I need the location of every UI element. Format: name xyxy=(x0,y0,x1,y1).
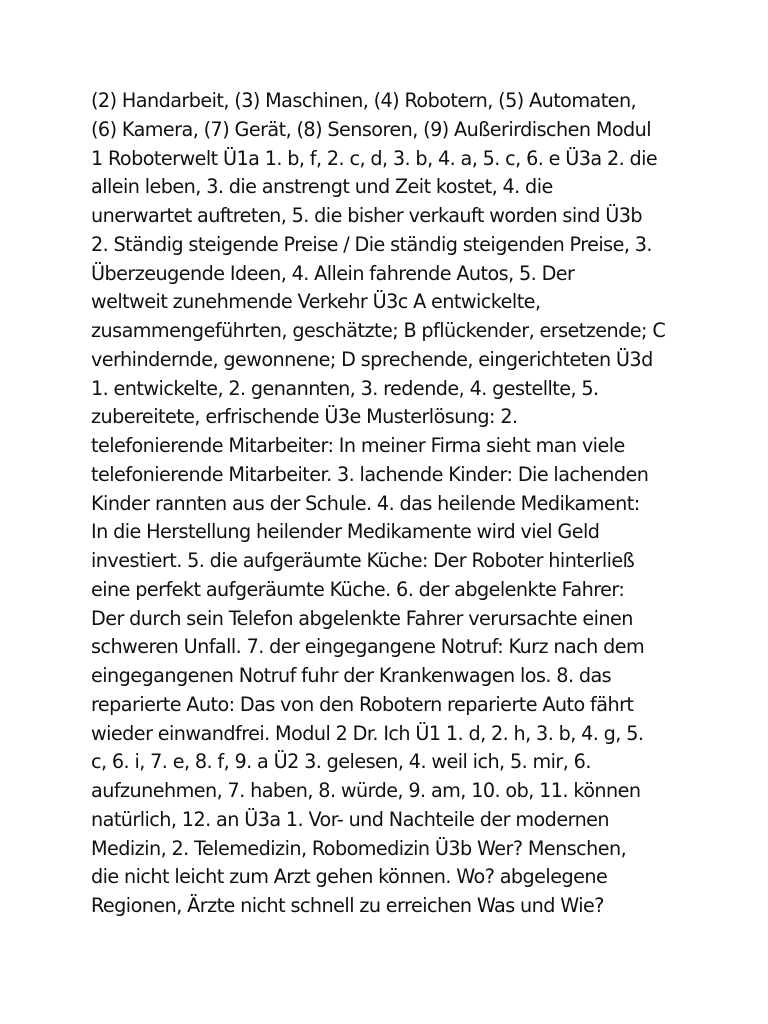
text-line: eine perfekt aufgeräumte Küche. 6. der abgelenkte Fahrer: xyxy=(91,577,625,601)
text-line: die nicht leicht zum Arzt gehen können. Wo? abgelegene xyxy=(91,865,608,889)
text-line: c, 6. i, 7. e, 8. f, 9. a Ü2 3. gelesen, 4. weil ich, 5. mir, 6. xyxy=(91,750,591,774)
text-line: investiert. 5. die aufgeräumte Küche: Der Roboter hinterließ xyxy=(91,549,635,572)
text-line: Überzeugende Ideen, 4. Allein fahrende Autos, 5. Der xyxy=(91,261,575,285)
text-line: zubereitete, erfrischende Ü3e Musterlösung: 2. xyxy=(91,405,518,429)
text-line: weltweit zunehmende Verkehr Ü3c A entwickelte, xyxy=(91,290,541,314)
text-line: 1 Roboterwelt Ü1a 1. b, f, 2. c, d, 3. b, 4. a, 5. c, 6. e Ü3a 2. die xyxy=(91,146,658,170)
text-line: allein leben, 3. die anstrengt und Zeit kostet, 4. die xyxy=(91,175,553,199)
text-line: 1. entwickelte, 2. genannten, 3. redende, 4. gestellte, 5. xyxy=(91,376,599,400)
text-line: aufzunehmen, 7. haben, 8. würde, 9. am, 10. ob, 11. können xyxy=(91,779,641,802)
text-line: Medizin, 2. Telemedizin, Robomedizin Ü3b Wer? Menschen, xyxy=(91,836,627,860)
text-line: (6) Kamera, (7) Gerät, (8) Sensoren, (9) Außerirdischen Modul xyxy=(91,117,652,141)
text-line: telefonierende Mitarbeiter: In meiner Firma sieht man viele xyxy=(91,434,625,457)
text-line: telefonierende Mitarbeiter. 3. lachende Kinder: Die lachenden xyxy=(91,462,649,486)
text-line: Kinder rannten aus der Schule. 4. das heilende Medikament: xyxy=(91,491,640,515)
text-line: zusammengeführten, geschätzte; B pflückender, ersetzende; C xyxy=(91,319,666,342)
text-line: verhindernde, gewonnene; D sprechende, eingerichteten Ü3d xyxy=(91,347,653,371)
text-line: wieder einwandfrei. Modul 2 Dr. Ich Ü1 1. d, 2. h, 3. b, 4. g, 5. xyxy=(91,721,644,745)
text-line: In die Herstellung heilender Medikamente wird viel Geld xyxy=(91,520,600,544)
text-line: reparierte Auto: Das von den Robotern reparierte Auto fährt xyxy=(91,692,634,716)
text-line: unerwartet auftreten, 5. die bisher verkauft worden sind Ü3b xyxy=(91,204,643,227)
document-page xyxy=(91,87,681,921)
text-line: Der durch sein Telefon abgelenkte Fahrer verursachte einen xyxy=(91,606,633,630)
text-line: Regionen, Ärzte nicht schnell zu erreichen Was und Wie? xyxy=(91,894,604,917)
text-line: (2) Handarbeit, (3) Maschinen, (4) Robotern, (5) Automaten, xyxy=(91,89,637,112)
text-line: schweren Unfall. 7. der eingegangene Notruf: Kurz nach dem xyxy=(91,635,645,659)
text-line: 2. Ständig steigende Preise / Die ständig steigenden Preise, 3. xyxy=(91,232,652,256)
text-line: natürlich, 12. an Ü3a 1. Vor- und Nachteile der modernen xyxy=(91,807,610,831)
text-line: eingegangenen Notruf fuhr der Krankenwagen los. 8. das xyxy=(91,664,612,687)
